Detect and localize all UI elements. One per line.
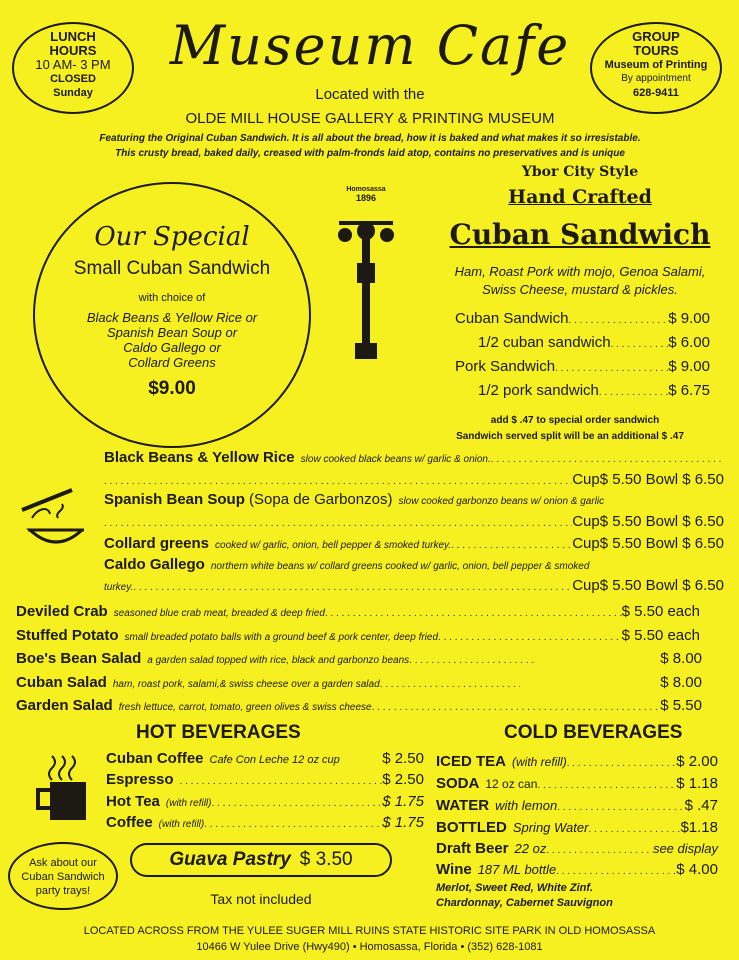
sandwich-item-name: 1/2 cuban sandwich xyxy=(478,334,611,351)
pastry-price: $ 3.50 xyxy=(299,849,353,870)
menu-item-desc: seasoned blue crab meat, breaded & deep fried xyxy=(113,608,325,619)
menu-item-name: Cuban Salad xyxy=(16,674,107,691)
soup-row xyxy=(104,491,724,508)
cuban-sandwich-title: Cuban Sandwich xyxy=(449,218,711,251)
cold-beverage-name: BOTTLED xyxy=(436,819,507,836)
soup-bowl-price: Bowl $ 6.50 xyxy=(645,535,724,552)
footer-location: LOCATED ACROSS FROM THE YULEE SUGER MILL RUINS STATE HISTORIC SITE PARK IN OLD HOMOSASSA xyxy=(83,925,656,937)
hot-beverage-name: Cuban Coffee xyxy=(106,750,204,767)
menu-item-desc: ham, roast pork, salami,& swiss cheese over a garden salad xyxy=(112,679,380,690)
soup-desc: slow cooked garbonzo beans w/ onion & garlic xyxy=(398,496,605,507)
menu-item-desc: small breaded potato balls with a ground beef & pork center, deep fried xyxy=(124,632,439,643)
footer-address: 10466 W Yulee Drive (Hwy490) • Homosassa, Florida • (352) 628-1081 xyxy=(196,941,543,953)
hot-beverage-price: $ 2.50 xyxy=(382,771,424,788)
cold-beverages-heading: COLD BEVERAGES xyxy=(504,722,683,743)
cold-beverage-name: Wine xyxy=(436,861,472,878)
hot-beverage-name: Hot Tea xyxy=(106,793,160,810)
cold-beverage-name: ICED TEA xyxy=(436,753,507,770)
sandwich-item-name: Cuban Sandwich xyxy=(455,310,569,327)
soup-bowl-price: Bowl $ 6.50 xyxy=(645,513,724,530)
hot-beverage-desc: Cafe Con Leche 12 oz cup xyxy=(209,754,340,766)
pastry-name: Guava Pastry xyxy=(169,849,291,870)
cold-beverage-price: see display xyxy=(652,841,718,856)
soup-bowl-price: Bowl $ 6.50 xyxy=(645,471,724,488)
menu-item-price: $ 5.50 each xyxy=(621,627,700,644)
lamp-year: 1896 xyxy=(355,193,377,203)
featuring-line-1: Featuring the Original Cuban Sandwich. It is all about the bread, how it is baked and what makes it so irresistable. xyxy=(99,133,641,144)
menu-item-name: Boe's Bean Salad xyxy=(16,650,142,667)
soup-desc: northern white beans w/ collard greens cooked w/ garlic, onion, bell pepper & smoked xyxy=(210,561,590,572)
cold-beverage-price: $ 1.18 xyxy=(676,775,718,792)
hot-beverage-desc: (with refill) xyxy=(158,819,205,830)
cuban-desc-2: Swiss Cheese, mustard & pickles. xyxy=(482,282,678,297)
sandwich-item-price: $ 9.00 xyxy=(668,358,710,375)
sandwich-item xyxy=(478,334,710,351)
cold-beverage-name: WATER xyxy=(436,797,490,814)
cold-beverage-price: $ 4.00 xyxy=(676,861,718,878)
lunch-hours-badge xyxy=(12,22,134,114)
hot-beverage-price: $ 2.50 xyxy=(382,750,424,767)
party-trays-badge xyxy=(8,842,118,910)
cuban-desc-1: Ham, Roast Pork with mojo, Genoa Salami, xyxy=(454,264,706,279)
soup-row xyxy=(104,556,724,573)
special-name: Small Cuban Sandwich xyxy=(73,258,271,279)
soup-desc: cooked w/ garlic, onion, bell pepper & smoked turkey. xyxy=(215,540,452,551)
tours-appointment: By appointment xyxy=(621,73,691,84)
trays-line-2: Cuban Sandwich xyxy=(21,871,105,883)
lamp-post-icon xyxy=(335,203,397,363)
tours-line: TOURS xyxy=(633,43,679,58)
featuring-line-2: This crusty bread, baked daily, creased with palm-fronds laid atop, contains no preservatives and is unique xyxy=(115,148,625,159)
special-circle xyxy=(33,182,311,448)
cold-beverage-price: $ 2.00 xyxy=(676,753,718,770)
lamp-post-illustration xyxy=(335,186,397,376)
hot-beverage-price: $ 1.75 xyxy=(382,793,424,810)
group-tours-badge xyxy=(590,22,722,114)
hand-crafted: Hand Crafted xyxy=(508,186,652,208)
hot-beverages-heading: HOT BEVERAGES xyxy=(136,722,301,743)
hours-time: 10 AM- 3 PM xyxy=(35,57,111,72)
hours-line: HOURS xyxy=(49,43,97,58)
soup-price-row xyxy=(104,471,724,488)
cafe-title: Museum Cafe xyxy=(169,14,571,77)
soup-name: Caldo Gallego xyxy=(104,556,205,573)
hot-beverage-item xyxy=(106,793,424,810)
soup-row xyxy=(104,449,724,466)
menu-item xyxy=(16,627,700,644)
group-line: GROUP xyxy=(632,29,680,44)
sandwich-item-price: $ 6.00 xyxy=(668,334,710,351)
menu-item-desc: fresh lettuce, carrot, tomato, green olives & swiss cheese xyxy=(118,702,372,713)
hot-beverage-name: Coffee xyxy=(106,814,153,831)
soup-desc-cont: turkey. xyxy=(104,582,134,593)
tours-phone: 628-9411 xyxy=(633,87,679,99)
cold-beverage-desc: 22 oz xyxy=(514,841,547,856)
wine-list-1: Merlot, Sweet Red, White Zinf. xyxy=(436,882,594,894)
soup-row xyxy=(104,535,724,552)
sandwich-item-price: $ 9.00 xyxy=(668,310,710,327)
closed-line: CLOSED xyxy=(50,73,96,85)
cold-beverage-desc: with lemon xyxy=(495,798,558,813)
menu-item xyxy=(16,650,702,667)
hot-beverage-price: $ 1.75 xyxy=(382,814,424,831)
soup-price-row xyxy=(104,513,724,530)
cold-beverage-item xyxy=(436,861,718,878)
sandwich-note-2: Sandwich served split will be an additional $ .47 xyxy=(456,431,684,442)
cold-beverage-desc: (with refill) xyxy=(512,755,567,769)
soup-cup-price: Cup$ 5.50 xyxy=(572,513,642,530)
menu-item-name: Stuffed Potato xyxy=(16,627,119,644)
trays-line-3: party trays! xyxy=(35,885,91,897)
cold-beverage-item xyxy=(436,797,718,814)
sandwich-item-name: 1/2 pork sandwich xyxy=(478,382,599,399)
guava-pastry-box xyxy=(130,843,392,877)
special-option-2: Spanish Bean Soup or xyxy=(106,325,238,340)
menu-item-name: Garden Salad xyxy=(16,697,113,714)
located-with: Located with the xyxy=(315,86,425,103)
sandwich-item-name: Pork Sandwich xyxy=(455,358,556,375)
ladle-icon xyxy=(14,488,84,554)
cold-beverage-desc: Spring Water xyxy=(512,820,589,835)
menu-item-price: $ 5.50 each xyxy=(621,603,700,620)
cold-beverage-item xyxy=(436,753,718,770)
hot-beverage-item xyxy=(106,814,424,831)
tax-note: Tax not included xyxy=(210,891,312,907)
menu-item-price: $ 8.00 xyxy=(660,650,703,667)
lamp-sign-text: Homosassa xyxy=(346,186,386,193)
cold-beverage-price: $ .47 xyxy=(684,797,718,814)
soup-desc: slow cooked black beans w/ garlic & onion. xyxy=(300,454,491,465)
cold-beverage-name: SODA xyxy=(436,775,480,792)
soup-price-row xyxy=(104,577,724,594)
soup-name: Black Beans & Yellow Rice xyxy=(104,449,295,466)
menu-item-price: $ 5.50 xyxy=(660,697,702,714)
hot-beverage-item xyxy=(106,771,424,788)
soup-alt-name: (Sopa de Garbonzos) xyxy=(249,491,393,508)
menu-item xyxy=(16,697,702,714)
special-heading: Our Special xyxy=(94,222,250,252)
hot-beverage-item xyxy=(106,750,424,767)
sandwich-item xyxy=(455,358,710,375)
soup-cup-price: Cup$ 5.50 xyxy=(572,577,642,594)
menu-item-name: Deviled Crab xyxy=(16,603,108,620)
special-option-4: Collard Greens xyxy=(128,355,216,370)
menu-item-price: $ 8.00 xyxy=(660,674,702,691)
tours-museum: Museum of Printing xyxy=(604,59,708,71)
cold-beverage-item xyxy=(436,775,718,792)
soup-cup-price: Cup$ 5.50 xyxy=(572,471,642,488)
special-choice: with choice of xyxy=(138,292,206,304)
cold-beverage-desc: 12 oz can xyxy=(485,777,538,791)
gallery-name: OLDE MILL HOUSE GALLERY & PRINTING MUSEUM xyxy=(185,110,555,127)
cold-beverage-item xyxy=(436,840,718,857)
hot-beverage-desc: (with refill) xyxy=(165,798,212,809)
ybor-style: Ybor City Style xyxy=(521,164,639,180)
sandwich-item-price: $ 6.75 xyxy=(668,382,710,399)
cold-beverage-name: Draft Beer xyxy=(436,840,509,857)
special-option-1: Black Beans & Yellow Rice or xyxy=(86,310,258,325)
menu-item xyxy=(16,603,700,620)
lunch-line: LUNCH xyxy=(50,29,96,44)
wine-list-2: Chardonnay, Cabernet Sauvignon xyxy=(436,897,613,909)
coffee-cup-icon xyxy=(36,752,92,822)
hot-beverage-name: Espresso xyxy=(106,771,174,788)
sandwich-item xyxy=(455,310,710,327)
cold-beverage-price: $1.18 xyxy=(680,819,718,836)
trays-line-1: Ask about our xyxy=(29,857,97,869)
soup-bowl-price: Bowl $ 6.50 xyxy=(645,577,724,594)
menu-item-desc: a garden salad topped with rice, black and garbonzo beans xyxy=(147,655,410,666)
soup-name: Spanish Bean Soup xyxy=(104,491,245,508)
menu-item xyxy=(16,674,702,691)
closed-day: Sunday xyxy=(53,87,93,99)
soup-cup-price: Cup$ 5.50 xyxy=(572,535,642,552)
cold-beverage-desc: 187 ML bottle xyxy=(477,862,557,877)
special-price: $9.00 xyxy=(148,378,196,399)
cold-beverage-item xyxy=(436,819,718,836)
soup-name: Collard greens xyxy=(104,535,210,552)
special-option-3: Caldo Gallego or xyxy=(123,340,221,355)
sandwich-note-1: add $ .47 to special order sandwich xyxy=(490,415,660,426)
sandwich-item xyxy=(478,382,710,399)
